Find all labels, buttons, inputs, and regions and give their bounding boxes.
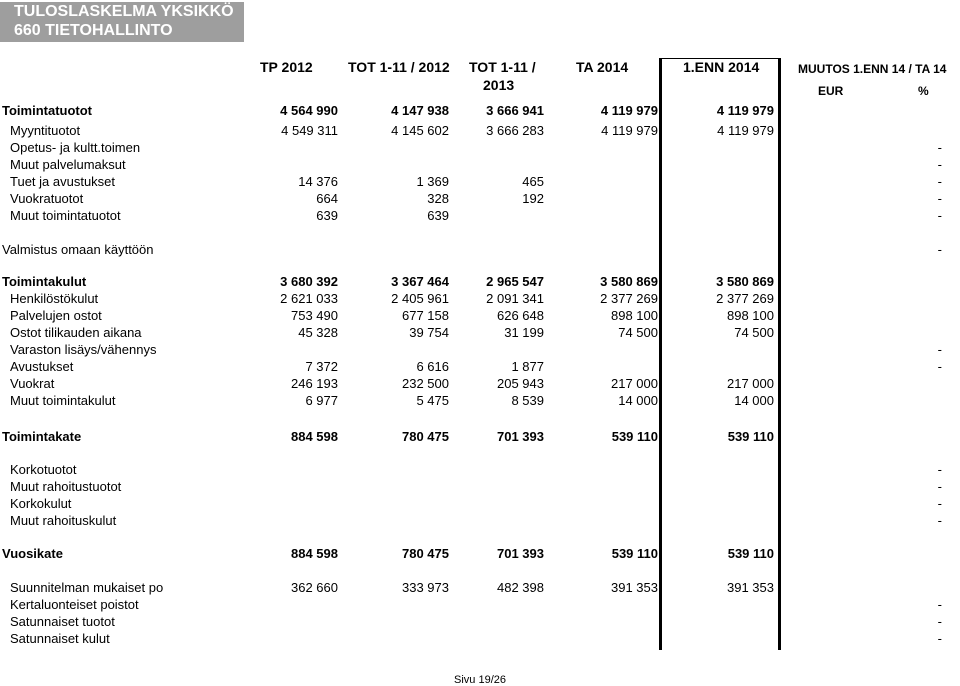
row-value-col3: 2 091 341 [486, 291, 544, 306]
row-value-col1: 4 564 990 [280, 103, 338, 118]
table-row [0, 290, 960, 307]
row-label: Valmistus omaan käyttöön [2, 242, 154, 257]
table-row [0, 139, 960, 156]
table-row [0, 273, 960, 290]
row-label: Korkotuotot [10, 462, 77, 477]
row-value-col5: 4 119 979 [717, 123, 774, 138]
row-value-col2: 4 145 602 [391, 123, 449, 138]
row-value-col4: 391 353 [611, 580, 658, 595]
row-value-col4: 14 000 [618, 393, 658, 408]
row-value-col5: 217 000 [727, 376, 774, 391]
row-label: Tuet ja avustukset [10, 174, 116, 189]
row-value-col6: - [937, 479, 942, 494]
row-value-col2: 328 [427, 191, 449, 206]
row-value-col5: 3 580 869 [716, 274, 774, 289]
row-value-col1: 6 977 [305, 393, 338, 408]
row-label: Vuosikate [2, 546, 63, 561]
row-value-col1: 362 660 [291, 580, 338, 595]
row-value-col6: - [937, 496, 942, 511]
row-value-col3: 192 [522, 191, 544, 206]
row-value-col5: 898 100 [727, 308, 774, 323]
col-header-ta2014: TA 2014 [576, 59, 629, 75]
row-value-col3: 2 965 547 [486, 274, 544, 289]
row-value-col2: 3 367 464 [391, 274, 449, 289]
row-value-col2: 333 973 [402, 580, 449, 595]
row-value-col5: 74 500 [734, 325, 774, 340]
row-label: Satunnaiset tuotot [10, 614, 115, 629]
row-value-col5: 539 110 [727, 429, 774, 444]
row-value-col1: 664 [316, 191, 338, 206]
row-value-col1: 7 372 [305, 359, 338, 374]
col-header-tot-2013-line1: TOT 1-11 / [469, 59, 536, 75]
row-label: Muut toimintatuotot [10, 208, 121, 223]
table-row [0, 428, 960, 445]
row-value-col3: 3 666 283 [486, 123, 544, 138]
row-label: Ostot tilikauden aikana [10, 325, 142, 340]
table-row [0, 190, 960, 207]
row-value-col4: 539 110 [611, 429, 658, 444]
table-row [0, 307, 960, 324]
table-row [0, 207, 960, 224]
row-value-col6: - [937, 631, 942, 646]
row-value-col1: 884 598 [291, 429, 338, 444]
row-label: Myyntituotot [10, 123, 81, 138]
row-value-col2: 639 [427, 208, 449, 223]
row-value-col6: - [937, 342, 942, 357]
row-label: Toimintatuotot [2, 103, 93, 118]
col-header-tot-2012: TOT 1-11 / 2012 [348, 59, 450, 75]
row-value-col5: 391 353 [727, 580, 774, 595]
row-value-col6: - [937, 462, 942, 477]
row-value-col5: 2 377 269 [716, 291, 774, 306]
row-label: Muut toimintakulut [10, 393, 116, 408]
row-value-col4: 217 000 [611, 376, 658, 391]
row-value-col2: 1 369 [416, 174, 449, 189]
table-row [0, 341, 960, 358]
table-row [0, 358, 960, 375]
col-header-tp2012: TP 2012 [260, 59, 313, 75]
table-row [0, 512, 960, 529]
row-label: Palvelujen ostot [10, 308, 102, 323]
table-row [0, 102, 960, 119]
row-value-col4: 3 580 869 [600, 274, 658, 289]
row-value-col3: 3 666 941 [486, 103, 544, 118]
col-header-enn2014: 1.ENN 2014 [683, 59, 760, 75]
row-label: Varaston lisäys/vähennys [10, 342, 157, 357]
row-value-col6: - [937, 597, 942, 612]
table-row [0, 613, 960, 630]
row-value-col5: 4 119 979 [716, 103, 774, 118]
row-value-col6: - [937, 174, 942, 189]
row-value-col1: 639 [316, 208, 338, 223]
row-label: Toimintakulut [2, 274, 87, 289]
row-value-col1: 4 549 311 [281, 123, 338, 138]
row-label: Korkokulut [10, 496, 72, 511]
table-row [0, 122, 960, 139]
row-value-col3: 701 393 [497, 429, 544, 444]
col-header-eur: EUR [818, 84, 844, 98]
row-label: Vuokrat [10, 376, 55, 391]
row-value-col2: 677 158 [402, 308, 449, 323]
table-row [0, 596, 960, 613]
row-value-col6: - [937, 208, 942, 223]
row-value-col4: 4 119 979 [600, 103, 658, 118]
row-value-col5: 14 000 [734, 393, 774, 408]
report-title: TULOSLASKELMA YKSIKKÖ [14, 3, 234, 20]
row-value-col5: 539 110 [727, 546, 774, 561]
row-label: Opetus- ja kultt.toimen [10, 140, 141, 155]
row-value-col2: 5 475 [416, 393, 449, 408]
table-row [0, 478, 960, 495]
row-value-col2: 4 147 938 [391, 103, 449, 118]
row-value-col6: - [937, 242, 942, 257]
report-title-banner [0, 2, 244, 42]
table-row [0, 461, 960, 478]
row-value-col4: 74 500 [618, 325, 658, 340]
column-frame-top [659, 58, 781, 59]
row-value-col3: 465 [522, 174, 544, 189]
table-row [0, 156, 960, 173]
row-value-col1: 14 376 [298, 174, 338, 189]
table-row [0, 630, 960, 647]
row-value-col6: - [937, 157, 942, 172]
row-value-col1: 884 598 [291, 546, 338, 561]
row-value-col2: 6 616 [416, 359, 449, 374]
row-label: Vuokratuotot [10, 191, 84, 206]
row-value-col3: 1 877 [511, 359, 544, 374]
row-value-col2: 780 475 [402, 546, 449, 561]
col-header-muutos: MUUTOS 1.ENN 14 / TA 14 [798, 62, 947, 76]
row-value-col1: 3 680 392 [280, 274, 338, 289]
col-header-tot-2013-line2: 2013 [483, 77, 515, 93]
row-value-col6: - [937, 614, 942, 629]
table-row [0, 545, 960, 562]
row-label: Toimintakate [2, 429, 82, 444]
row-label: Kertaluonteiset poistot [10, 597, 139, 612]
row-value-col6: - [937, 191, 942, 206]
row-value-col3: 31 199 [504, 325, 544, 340]
row-label: Henkilöstökulut [10, 291, 99, 306]
row-value-col3: 8 539 [511, 393, 544, 408]
row-value-col3: 626 648 [497, 308, 544, 323]
row-value-col4: 539 110 [611, 546, 658, 561]
row-value-col3: 482 398 [497, 580, 544, 595]
page-number: Sivu 19/26 [454, 674, 506, 686]
row-value-col6: - [937, 513, 942, 528]
report-unit: 660 TIETOHALLINTO [14, 22, 173, 39]
table-row [0, 375, 960, 392]
col-header-pct: % [918, 84, 929, 98]
row-value-col2: 39 754 [409, 325, 449, 340]
row-label: Satunnaiset kulut [10, 631, 110, 646]
row-value-col4: 898 100 [611, 308, 658, 323]
row-label: Muut palvelumaksut [10, 157, 126, 172]
row-label: Avustukset [10, 359, 74, 374]
row-value-col4: 2 377 269 [600, 291, 658, 306]
row-value-col4: 4 119 979 [601, 123, 658, 138]
row-value-col6: - [937, 359, 942, 374]
table-row [0, 579, 960, 596]
table-row [0, 324, 960, 341]
row-value-col6: - [937, 140, 942, 155]
row-value-col2: 232 500 [402, 376, 449, 391]
row-value-col1: 45 328 [298, 325, 338, 340]
row-value-col1: 246 193 [291, 376, 338, 391]
table-row [0, 241, 960, 258]
row-value-col3: 701 393 [497, 546, 544, 561]
row-label: Muut rahoituskulut [10, 513, 117, 528]
table-row [0, 495, 960, 512]
row-value-col2: 2 405 961 [391, 291, 449, 306]
table-row [0, 173, 960, 190]
row-value-col1: 2 621 033 [280, 291, 338, 306]
row-value-col3: 205 943 [497, 376, 544, 391]
row-value-col1: 753 490 [291, 308, 338, 323]
row-label: Suunnitelman mukaiset po [10, 580, 164, 595]
row-label: Muut rahoitustuotot [10, 479, 122, 494]
table-row [0, 392, 960, 409]
row-value-col2: 780 475 [402, 429, 449, 444]
